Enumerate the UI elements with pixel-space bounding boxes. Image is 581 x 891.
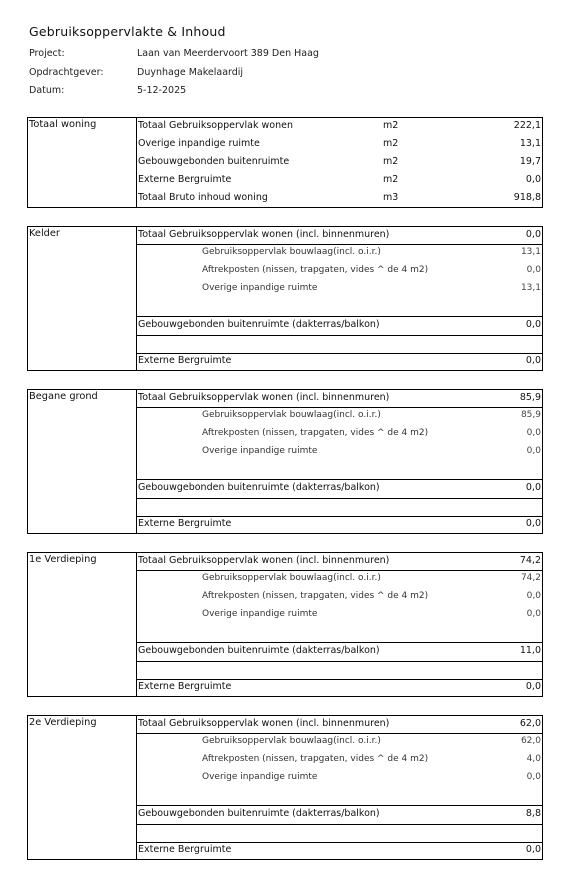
table-row [137,734,542,752]
row-label: Totaal Bruto inhoud woning [138,192,268,203]
row-value: 0,0 [526,428,541,438]
table-row [137,806,542,824]
row-value: 62,0 [519,718,541,729]
table-row [137,227,542,245]
page-title: Gebruiksoppervlakte & Inhoud [29,24,226,39]
table-row [137,842,542,860]
row-label: Externe Bergruimte [138,518,232,529]
table-row [137,190,542,208]
row-label: Overige inpandige ruimte [202,772,318,782]
row-divider [136,335,542,336]
floor-section-2e-verdieping [27,715,543,860]
table-row [137,390,542,408]
row-label: Gebruiksoppervlak bouwlaag(incl. o.i.r.) [202,410,381,420]
table-row [137,317,542,335]
row-value: 74,2 [520,573,541,583]
row-value: 19,7 [519,156,541,167]
row-label: Gebouwgebonden buitenruimte [138,156,290,167]
row-divider [136,661,542,662]
row-value: 62,0 [520,736,541,746]
client-label: Opdrachtgever: [29,67,104,78]
table-row [137,516,542,534]
date-value: 5-12-2025 [137,85,187,96]
table-row [137,263,542,281]
project-value: Laan van Meerdervoort 389 Den Haag [137,48,319,59]
floor-section-1e-verdieping [27,552,543,697]
table-row [137,353,542,371]
row-label: Gebruiksoppervlak bouwlaag(incl. o.i.r.) [202,247,381,257]
section-label: Begane grond [29,391,98,402]
table-row [137,679,542,697]
row-value: 0,0 [526,591,541,601]
row-label: Totaal Gebruiksoppervlak wonen (incl. binnenmuren) [138,718,390,729]
date-label: Datum: [29,85,65,96]
row-divider [136,824,542,825]
row-label: Gebruiksoppervlak bouwlaag(incl. o.i.r.) [202,736,381,746]
row-label: Aftrekposten (nissen, trapgaten, vides ^ de 4 m2) [202,428,429,438]
row-unit: m3 [383,192,399,203]
row-value: 74,2 [519,555,541,566]
row-value: 13,1 [520,283,541,293]
table-row [137,154,542,172]
row-label: Overige inpandige ruimte [202,446,318,456]
table-row [137,172,542,190]
table-row [137,589,542,607]
row-value: 4,0 [526,754,541,764]
row-unit: m2 [383,174,399,185]
row-label: Totaal Gebruiksoppervlak wonen (incl. binnenmuren) [138,555,390,566]
table-row [137,752,542,770]
table-row [137,770,542,788]
row-label: Overige inpandige ruimte [138,138,260,149]
row-value: 0,0 [526,265,541,275]
row-label: Totaal Gebruiksoppervlak wonen [138,120,293,131]
row-label: Externe Bergruimte [138,355,232,366]
row-label: Gebouwgebonden buitenruimte (dakterras/balkon) [138,645,380,656]
row-unit: m2 [383,156,399,167]
row-unit: m2 [383,120,399,131]
row-label: Externe Bergruimte [138,681,232,692]
row-value: 222,1 [513,120,541,131]
row-value: 13,1 [519,138,541,149]
row-value: 0,0 [525,518,541,529]
table-row [137,426,542,444]
table-row [137,136,542,154]
row-value: 0,0 [525,844,541,855]
row-value: 918,8 [513,192,541,203]
row-value: 13,1 [520,247,541,257]
row-label: Totaal Gebruiksoppervlak wonen (incl. binnenmuren) [138,229,390,240]
table-row [137,716,542,734]
row-value: 0,0 [525,355,541,366]
row-label: Gebruiksoppervlak bouwlaag(incl. o.i.r.) [202,573,381,583]
row-value: 0,0 [525,681,541,692]
row-value: 0,0 [525,229,541,240]
row-value: 0,0 [526,772,541,782]
table-row [137,553,542,571]
row-label: Aftrekposten (nissen, trapgaten, vides ^ de 4 m2) [202,591,429,601]
row-value: 11,0 [519,645,541,656]
row-label: Totaal Gebruiksoppervlak wonen (incl. binnenmuren) [138,392,390,403]
row-label: Overige inpandige ruimte [202,609,318,619]
section-label: 1e Verdieping [29,554,97,565]
row-label: Overige inpandige ruimte [202,283,318,293]
table-row [137,571,542,589]
totaal-woning-section [27,117,543,208]
row-value: 0,0 [525,174,541,185]
row-value: 85,9 [519,392,541,403]
table-row [137,607,542,625]
section-label: 2e Verdieping [29,717,97,728]
table-row [137,408,542,426]
row-value: 0,0 [526,609,541,619]
floor-section-begane-grond [27,389,543,534]
table-row [137,245,542,263]
row-label: Externe Bergruimte [138,844,232,855]
row-value: 0,0 [525,482,541,493]
table-row [137,480,542,498]
row-unit: m2 [383,138,399,149]
row-divider [136,498,542,499]
row-value: 0,0 [525,319,541,330]
row-label: Gebouwgebonden buitenruimte (dakterras/balkon) [138,482,380,493]
row-value: 85,9 [520,410,541,420]
row-label: Externe Bergruimte [138,174,232,185]
section-label: Totaal woning [29,119,97,130]
floor-section-kelder [27,226,543,371]
section-label: Kelder [29,228,60,239]
row-value: 0,0 [526,446,541,456]
table-row [137,643,542,661]
row-label: Gebouwgebonden buitenruimte (dakterras/balkon) [138,319,380,330]
row-label: Aftrekposten (nissen, trapgaten, vides ^ de 4 m2) [202,754,429,764]
table-row [137,118,542,136]
client-value: Duynhage Makelaardij [137,67,244,78]
row-label: Gebouwgebonden buitenruimte (dakterras/balkon) [138,808,380,819]
table-row [137,281,542,299]
project-label: Project: [29,48,65,59]
row-label: Aftrekposten (nissen, trapgaten, vides ^ de 4 m2) [202,265,429,275]
table-row [137,444,542,462]
row-value: 8,8 [525,808,541,819]
